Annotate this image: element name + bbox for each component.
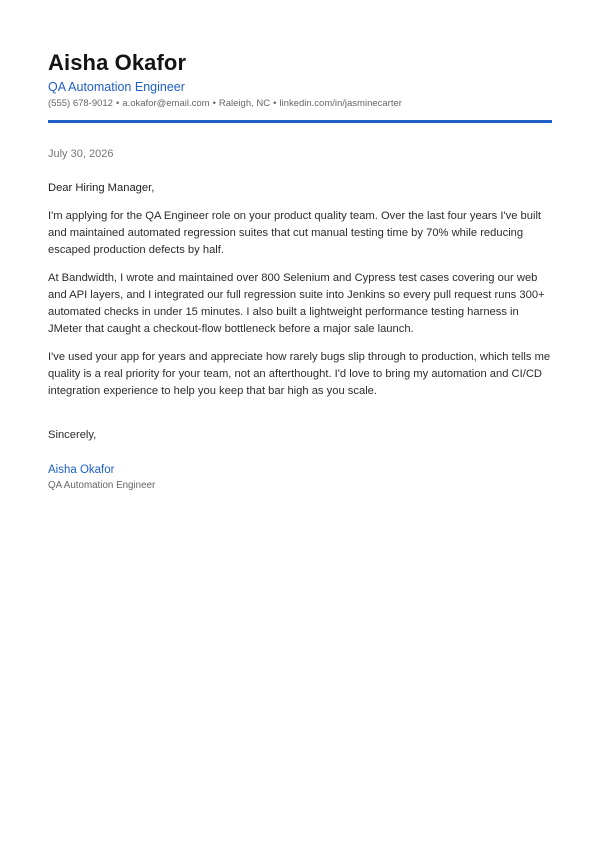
header-divider [48, 120, 552, 123]
letter-body [48, 180, 552, 411]
signature-name: Aisha Okafor [48, 464, 115, 476]
contact-email: a.okafor@email.com [122, 98, 210, 109]
letter-closing: Sincerely, [48, 429, 97, 441]
letter-greeting: Dear Hiring Manager, [48, 182, 155, 194]
contact-separator: • [212, 98, 216, 109]
signature-title: QA Automation Engineer [48, 480, 156, 491]
letter-paragraph: At Bandwidth, I wrote and maintained over 800 Selenium and Cypress test cases covering our web and API layers, and I integrated our full regression suite into Jenkins so every pull request runs 300+ automated checks in under 15 minutes. I also built a lightweight performance testing harness in JMeter that caught a checkout-flow bottleneck before a major sale launch. [48, 272, 545, 335]
contact-location: Raleigh, NC [218, 98, 271, 109]
letter-paragraph: I've used your app for years and appreciate how rarely bugs slip through to production, which tells me quality is a real priority for your team, not an afterthought. I'd love to bring my automation and CI/CD integration experience to help you keep that bar high as you scale. [48, 351, 551, 397]
contact-linkedin: linkedin.com/in/jasminecarter [279, 98, 402, 109]
contact-separator: • [273, 98, 277, 109]
contact-line [48, 97, 402, 110]
letter-paragraph: I'm applying for the QA Engineer role on your product quality team. Over the last four years I've built and maintained automated regression suites that cut manual testing time by 70% while reducing escaped production defects by half. [48, 210, 542, 256]
cover-letter-page [48, 0, 552, 848]
contact-separator: • [115, 98, 120, 109]
letter-date: July 30, 2026 [48, 148, 114, 160]
applicant-name: Aisha Okafor [48, 50, 187, 75]
applicant-title: QA Automation Engineer [48, 80, 185, 94]
contact-phone: (555) 678-9012 [48, 98, 113, 109]
